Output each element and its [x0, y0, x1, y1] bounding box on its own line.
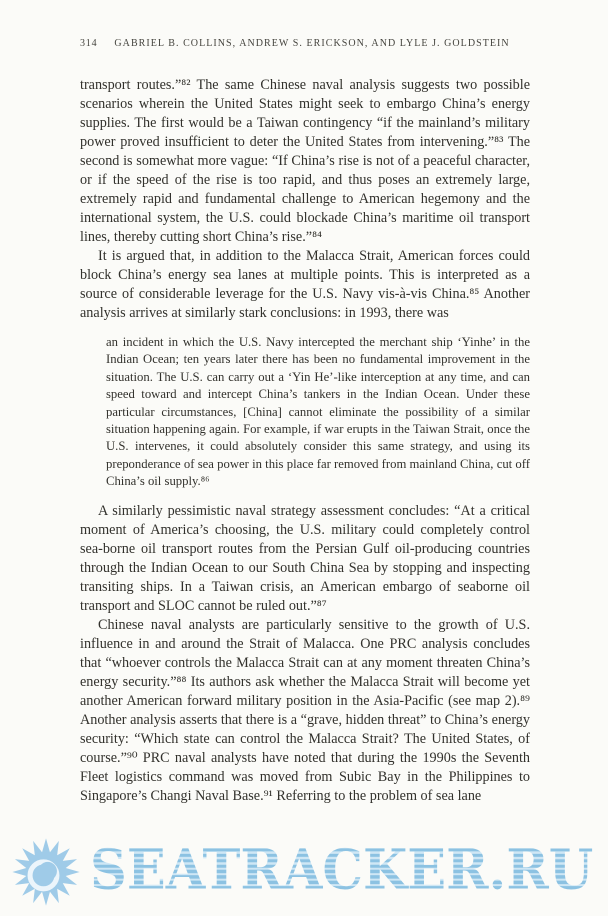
page-number: 314 [80, 38, 98, 49]
running-head: GABRIEL B. COLLINS, ANDREW S. ERICKSON, AND LYLE J. GOLDSTEIN [114, 38, 510, 49]
paragraph: A similarly pessimistic naval strategy assessment concludes: “At a critical moment of America’s choosing, the U.S. military could completely control sea-borne oil transport routes from the Persian Gulf oil-producing countries through the Indian Ocean to our South China Sea by stopping and inspecting transiting ships. In a Taiwan crisis, an American embargo of seaborne oil transport and SLOC cannot be ruled out.”⁸⁷ [80, 502, 530, 614]
page-content [80, 38, 530, 806]
paragraph: Chinese naval analysts are particularly sensitive to the growth of U.S. influence in and around the Strait of Malacca. One PRC analysis concludes that “whoever controls the Malacca Strait can at any moment threaten China’s energy security.”⁸⁸ Its authors ask whether the Malacca Strait will become yet another American forward military position in the Asia-Pacific (see map 2).⁸⁹ Another analysis asserts that there is a “grave, hidden threat” to China’s energy security: “Which state can control the Malacca Strait? The United States, of course.”⁹⁰ PRC naval analysts have noted that during the 1990s the Seventh Fleet logistics command was moved from Subic Bay in the Philippines to Singapore’s Changi Naval Base.⁹¹ Referring to the problem of sea lane [80, 616, 530, 804]
block-quote: an incident in which the U.S. Navy intercepted the merchant ship ‘Yinhe’ in the Indian Ocean; ten years later there has been no fundamental improvement in the situation. The U.S. can carry out a ‘Yin He’-like interception at any time, and can speed toward and intercept China’s tankers in the Indian Ocean. Under these particular circumstances, [China] cannot eliminate the possibility of a similar situation happening again. For example, if war erupts in the Taiwan Strait, once the U.S. intervenes, it could absolutely consider this same strategy, and using its preponderance of sea power in this place far removed from mainland China, cut off China’s oil supply.⁸⁶ [106, 335, 530, 489]
sun-icon [4, 830, 88, 914]
watermark [4, 830, 604, 914]
page-header [80, 38, 530, 49]
paragraph: It is argued that, in addition to the Malacca Strait, American forces could block China’s energy sea lanes at multiple points. This is interpreted as a source of considerable leverage for the U.S. Navy vis-à-vis China.⁸⁵ Another analysis arrives at similarly stark conclusions: in 1993, there was [80, 248, 530, 321]
watermark-text: SEATRACKER.RU [90, 837, 594, 902]
paragraph: transport routes.”⁸² The same Chinese naval analysis suggests two possible scenarios wherein the United States might seek to embargo China’s energy supplies. The first would be a Taiwan contingency “if the mainland’s military power proved insufficient to deter the United States from intervening.”⁸³ The second is somewhat more vague: “If China’s rise is not of a peaceful character, or if the speed of the rise is too rapid, and thus poses an extremely large, extremely rapid and fundamental challenge to American hegemony and the international system, the U.S. could blockade China’s maritime oil transport lines, thereby cutting short China’s rise.”⁸⁴ [80, 77, 530, 245]
body-text [80, 76, 530, 806]
